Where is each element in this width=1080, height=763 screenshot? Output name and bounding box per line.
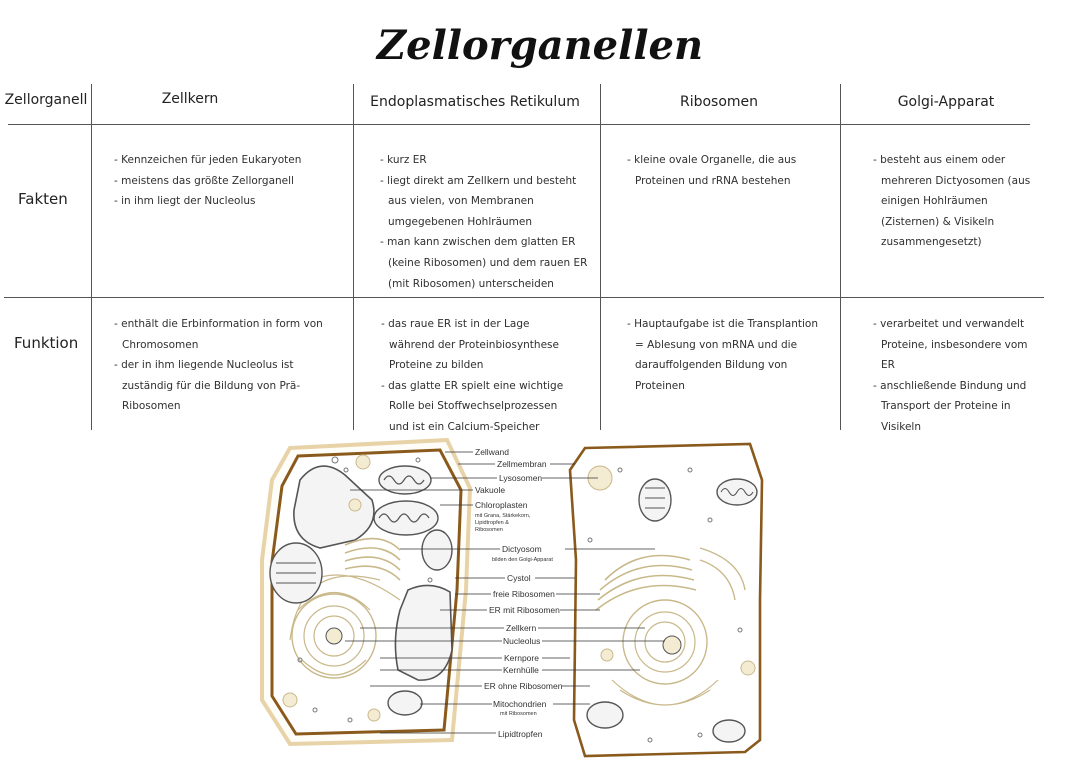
animal-cell: [570, 444, 762, 756]
label-zellwand: Zellwand: [475, 447, 510, 457]
list-item: - besteht aus einem oder mehreren Dictyosomen (aus einigen Hohlräumen (Zisternen) & Visikeln zusammengesetzt): [873, 150, 1045, 253]
column-header-ribosomen: Ribosomen: [679, 94, 759, 110]
list-item: - meistens das größte Zellorganell: [114, 171, 339, 192]
list-item: - Kennzeichen für jeden Eukaryoten: [114, 150, 339, 171]
label-cytosol: Cystol: [507, 573, 531, 583]
label-chloroplasten-sub1: mit Grana, Stärkekorn,: [475, 513, 531, 519]
label-er-mit-ribosomen: ER mit Ribosomen: [489, 605, 560, 615]
label-lysosomen: Lysosomen: [499, 473, 543, 483]
list-item: - in ihm liegt der Nucleolus: [114, 191, 339, 212]
list-item: - kurz ER: [380, 150, 592, 171]
list-item: - kleine ovale Organelle, die aus Proteinen und rRNA bestehen: [627, 150, 819, 191]
list-item: - man kann zwischen dem glatten ER (keine Ribosomen) und dem rauen ER (mit Ribosomen) unterscheiden: [380, 232, 592, 294]
label-chloroplasten: Chloroplasten: [475, 500, 528, 510]
diagram-labels: [475, 447, 563, 739]
plant-cell: [262, 440, 470, 744]
list-item: - Hauptaufgabe ist die Transplantion = Ablesung von mRNA und die darauffolgenden Bildung von Proteinen: [627, 314, 819, 396]
column-header-golgi: Golgi-Apparat: [897, 94, 995, 110]
label-chloroplasten-sub3: Ribosomen: [475, 527, 503, 533]
label-vakuole: Vakuole: [475, 485, 506, 495]
page-title: Zellorganellen: [376, 22, 704, 69]
label-kernhuelle: Kernhülle: [503, 665, 539, 675]
list-item: - liegt direkt am Zellkern und besteht aus vielen, von Membranen umgegebenen Hohlräumen: [380, 171, 592, 233]
column-header-er: Endoplasmatisches Retikulum: [370, 94, 580, 110]
list-item: - der in ihm liegende Nucleolus ist zuständig für die Bildung von Prä-Ribosomen: [114, 355, 339, 417]
label-kernpore: Kernpore: [504, 653, 539, 663]
label-dictyosom-sub: bilden den Golgi-Apparat: [492, 557, 553, 563]
list-item: - verarbeitet und verwandelt Proteine, insbesondere vom ER: [873, 314, 1043, 376]
label-chloroplasten-sub2: Lipidtropfen &: [475, 520, 509, 526]
label-nucleolus: Nucleolus: [503, 636, 541, 646]
label-zellmembran: Zellmembran: [497, 459, 547, 469]
column-header-zellkern: Zellkern: [161, 91, 219, 107]
label-freie-ribosomen: freie Ribosomen: [493, 589, 555, 599]
list-item: - das raue ER ist in der Lage während der Proteinbiosynthese Proteine zu bilden: [381, 314, 577, 376]
row-header-fakten: Fakten: [18, 190, 68, 208]
corner-header: Zellorganell: [4, 92, 88, 108]
label-er-ohne-ribosomen: ER ohne Ribosomen: [484, 681, 563, 691]
list-item: - das glatte ER spielt eine wichtige Rolle bei Stoffwechselprozessen und ist ein Calcium-Speicher: [381, 376, 577, 438]
list-item: - enthält die Erbinformation in form von Chromosomen: [114, 314, 339, 355]
label-mitochondrien-sub: mit Ribosomen: [500, 711, 537, 717]
row-header-funktion: Funktion: [14, 334, 79, 352]
list-item: - anschließende Bindung und Transport der Proteine in Visikeln: [873, 376, 1043, 438]
label-zellkern: Zellkern: [506, 623, 537, 633]
label-mitochondrien: Mitochondrien: [493, 699, 547, 709]
label-dictyosom: Dictyosom: [502, 544, 542, 554]
label-lipidtropfen: Lipidtropfen: [498, 729, 543, 739]
